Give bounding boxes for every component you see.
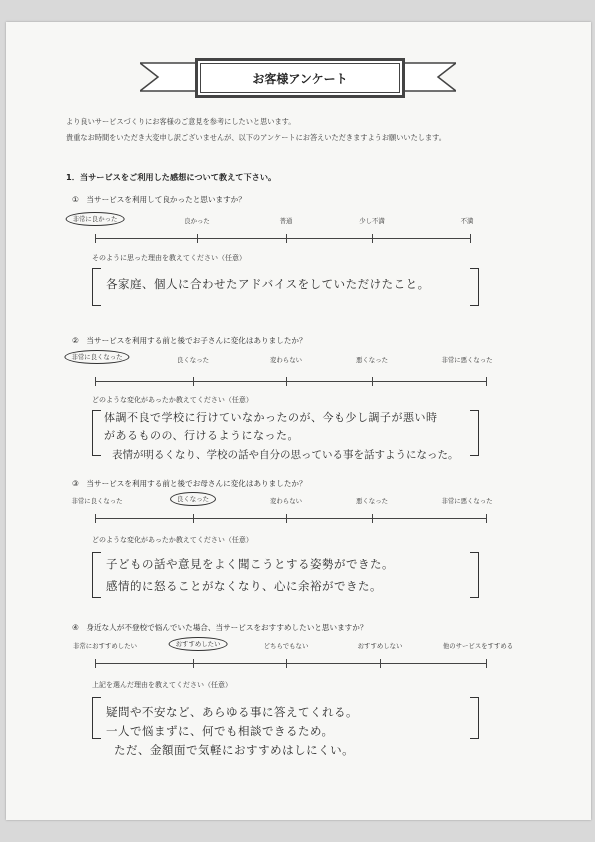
q4-option-5[interactable]: 他のサービスをすすめる: [442, 642, 514, 650]
q2-option-4[interactable]: 悪くなった: [356, 356, 388, 364]
q3-answer-line-1: 子どもの話や意見をよく聞こうとする姿勢ができた。: [106, 557, 394, 571]
q4-answer-line-1: 疑問や不安など、あらゆる事に答えてくれる。: [106, 705, 358, 719]
q1-option-2[interactable]: 良かった: [184, 217, 210, 225]
intro-line-1: より良いサービスづくりにお客様のご意見を参考にしたいと思います。: [66, 117, 296, 126]
q2-reason-label: どのような変化があったか教えてください（任意）: [92, 396, 253, 404]
q1-label: ① 当サービスを利用して良かったと思いますか？: [72, 195, 246, 204]
intro-line-2: 貴重なお時間をいただき大変申し訳ございませんが、以下のアンケートにお答えいただきますようお願いいたします。: [66, 133, 446, 142]
q3-scale: [95, 518, 487, 519]
q3-option-5[interactable]: 非常に悪くなった: [441, 497, 493, 505]
survey-title: お客様アンケート: [195, 58, 405, 98]
q3-label: ③ 当サービスを利用する前と後でお母さんに変化はありましたか？: [72, 479, 307, 488]
q3-option-3[interactable]: 変わらない: [270, 497, 302, 505]
q2-option-5[interactable]: 非常に悪くなった: [441, 356, 493, 364]
q4-option-4[interactable]: おすすめしない: [357, 642, 403, 650]
q2-option-3[interactable]: 変わらない: [270, 356, 302, 364]
q4-scale: [95, 663, 487, 664]
q3-answer-line-2: 感情的に怒ることがなくなり、心に余裕ができた。: [106, 579, 382, 593]
q1-answer-line-1: 各家庭、個人に合わせたアドバイスをしていただけたこと。: [106, 277, 430, 291]
q2-option-1[interactable]: 非常に良くなった: [64, 352, 129, 361]
q3-option-1[interactable]: 非常に良くなった: [71, 497, 123, 505]
q2-answer-line-1: 体調不良で学校に行けていなかったのが、今も少し調子が悪い時: [104, 411, 438, 424]
q1-scale: [95, 238, 471, 239]
section-1-heading: 1．当サービスをご利用した感想について教えて下さい。: [66, 172, 277, 182]
q4-option-3[interactable]: どちらでもない: [263, 642, 309, 650]
q2-answer-line-3: 表情が明るくなり、学校の話や自分の思っている事を話すようになった。: [112, 449, 459, 461]
q4-option-1[interactable]: 非常におすすめしたい: [73, 642, 137, 650]
q3-option-4[interactable]: 悪くなった: [356, 497, 388, 505]
q3-option-2[interactable]: 良くなった: [170, 494, 216, 503]
q2-scale: [95, 381, 487, 382]
q2-option-2[interactable]: 良くなった: [177, 356, 209, 364]
q2-label: ② 当サービスを利用する前と後でお子さんに変化はありましたか？: [72, 336, 307, 345]
q1-option-1[interactable]: 非常に良かった: [66, 214, 125, 223]
q4-reason-label: 上記を選んだ理由を教えてください（任意）: [92, 681, 232, 689]
q4-answer-line-3: ただ、金額面で気軽におすすめはしにくい。: [114, 743, 355, 757]
q2-answer-line-2: があるものの、行けるようになった。: [104, 429, 300, 442]
q4-answer-line-2: 一人で悩まずに、何でも相談できるため。: [106, 724, 334, 738]
q1-option-3[interactable]: 普通: [279, 217, 293, 225]
q1-option-4[interactable]: 少し不満: [359, 217, 385, 225]
q1-option-5[interactable]: 不満: [460, 217, 474, 225]
q3-reason-label: どのような変化があったか教えてください（任意）: [92, 536, 253, 544]
q1-reason-label: そのように思った理由を教えてください（任意）: [92, 254, 246, 262]
q4-option-2[interactable]: おすすめしたい: [169, 639, 228, 648]
q4-label: ④ 身近な人が不登校で悩んでいた場合、当サービスをおすすめしたいと思いますか？: [72, 623, 368, 632]
